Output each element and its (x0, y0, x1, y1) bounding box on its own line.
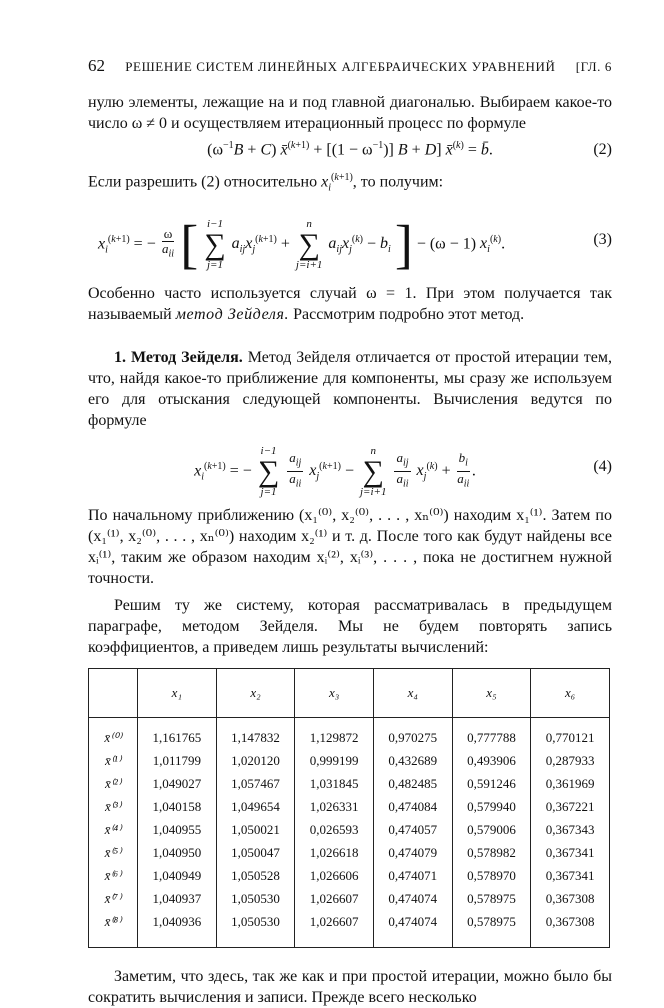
equation-3 (88, 205, 612, 275)
table-cell: 1,040937 (138, 888, 217, 911)
table-row (89, 888, 610, 911)
table-cell: 0,432689 (373, 750, 452, 773)
row-label: x̄⁽⁸⁾ (89, 911, 138, 948)
table-cell: 0,493906 (452, 750, 531, 773)
header-cell: x₂ (216, 668, 295, 717)
chapter-ref: [ГЛ. 6 (575, 59, 612, 74)
table-cell: 0,578982 (452, 842, 531, 865)
row-label: x̄⁽⁶⁾ (89, 865, 138, 888)
table-cell: 0,474074 (373, 888, 452, 911)
table-row (89, 865, 610, 888)
table-cell: 1,040955 (138, 819, 217, 842)
table-cell: 0,474084 (373, 796, 452, 819)
row-label: x̄⁽⁴⁾ (89, 819, 138, 842)
header-cell: x₆ (531, 668, 610, 717)
table-cell: 0,578975 (452, 911, 531, 948)
table-cell: 0,474079 (373, 842, 452, 865)
paragraph-3 (88, 283, 612, 325)
paragraph-2-text: Если разрешить (2) относительно (88, 173, 318, 191)
row-label: x̄⁽⁰⁾ (89, 717, 138, 750)
table-cell: 0,474071 (373, 865, 452, 888)
table-header-row (89, 668, 610, 717)
header-cell: x₄ (373, 668, 452, 717)
table-cell: 1,161765 (138, 717, 217, 750)
table-cell: 0,287933 (531, 750, 610, 773)
table-cell: 1,040936 (138, 911, 217, 948)
table-cell: 1,050530 (216, 888, 295, 911)
table-cell: 0,367221 (531, 796, 610, 819)
page-number: 62 (88, 56, 105, 75)
paragraph-1: нулю элементы, лежащие на и под главной диагональю. Выбираем какое-то число ω ≠ 0 и осуществляем итерационный процесс по формуле (88, 94, 612, 132)
book-page (88, 56, 612, 1008)
row-label: x̄⁽²⁾ (89, 773, 138, 796)
paragraph-6: Решим ту же систему, которая рассматривалась в предыдущем параграфе, методом Зейделя. Мы не будем повторять запись коэффициентов, а приведем лишь результаты вычислений: (88, 596, 612, 656)
table-cell: 1,050021 (216, 819, 295, 842)
emphasis-seidel-method: метод Зейделя. (175, 305, 290, 323)
table-cell: 1,026331 (295, 796, 374, 819)
table-cell: 0,578970 (452, 865, 531, 888)
table-cell: 1,040158 (138, 796, 217, 819)
table-row (89, 796, 610, 819)
paragraph-2: Если разрешить (2) относительно $x_i^{(k+1)}$, то получим: (88, 172, 444, 194)
row-label: x̄⁽⁷⁾ (89, 888, 138, 911)
table-cell: 0,361969 (531, 773, 610, 796)
table-row (89, 819, 610, 842)
table-cell: 1,049027 (138, 773, 217, 796)
header-cell: x₃ (295, 668, 374, 717)
table-cell: 0,770121 (531, 717, 610, 750)
table-cell: 1,040950 (138, 842, 217, 865)
header-cell (89, 668, 138, 717)
equation-4-number: (4) (593, 457, 612, 475)
table-cell: 1,020120 (216, 750, 295, 773)
table-cell: 1,147832 (216, 717, 295, 750)
table-cell: 1,050530 (216, 911, 295, 948)
table-cell: 0,367343 (531, 819, 610, 842)
table-cell: 1,129872 (295, 717, 374, 750)
header-cell: x₅ (452, 668, 531, 717)
table-cell: 0,970275 (373, 717, 452, 750)
table-cell: 0,474074 (373, 911, 452, 948)
equation-2-body: $(\omega^{-1}B + C)$ x̄$^{(k+1)}$ + $[(1 - \omega^{-1})]$ B + D] x̄$^{(k)}$ = b̄. (207, 140, 493, 159)
table-row (89, 911, 610, 948)
section-title: 1. Метод Зейделя. (114, 348, 243, 366)
table-row (89, 717, 610, 750)
table-cell: 0,777788 (452, 717, 531, 750)
equation-2-number: (2) (593, 140, 612, 158)
table-cell: 1,050047 (216, 842, 295, 865)
table-cell: 0,579940 (452, 796, 531, 819)
table-row (89, 842, 610, 865)
table-cell: 1,011799 (138, 750, 217, 773)
header-cell: x₁ (138, 668, 217, 717)
section-1-paragraph (88, 347, 612, 431)
table-cell: 0,367308 (531, 911, 610, 948)
table-cell: 0,367308 (531, 888, 610, 911)
table-cell: 1,049654 (216, 796, 295, 819)
equation-2 (88, 140, 612, 159)
paragraph-7: Заметим, что здесь, так же как и при простой итерации, можно было бы сократить вычисления и записи. Прежде всего несколько (88, 967, 612, 1006)
section-text: Метод Зейделя отличается от простой итерации тем, что, найдя какое-то приближение для компоненты, мы сразу же используем его для отыскания следующей компоненты. Вычисления ведутся по формуле (88, 348, 613, 429)
paragraph-5: По начальному приближению (x₁⁽⁰⁾, x₂⁽⁰⁾, . . . , xₙ⁽⁰⁾) находим x₁⁽¹⁾. Затем по (x₁⁽¹⁾, x₂⁽⁰⁾, . . . , xₙ⁽⁰⁾) находим x₂⁽¹⁾ и т. д. После того как будут найдены все xᵢ⁽¹⁾, таким же образом находим xᵢ⁽²⁾, xᵢ⁽³⁾, . . . , пока не достигнем нужной точности. (88, 506, 612, 587)
table-cell: 0,367341 (531, 842, 610, 865)
table-cell: 0,026593 (295, 819, 374, 842)
table-cell: 1,026618 (295, 842, 374, 865)
table-cell: 1,050528 (216, 865, 295, 888)
table-cell: 0,578975 (452, 888, 531, 911)
paragraph-3-start: Особенно часто используется случай ω = 1. При этом получается так называемый (88, 284, 612, 323)
equation-4 (88, 435, 612, 499)
equation-4-body: $x_i^{(k+1)}$ = − i−1 ∑ j=1 $\frac{a_{ij}}{a_{ii}}$ $x_j^{(k+1)}$ − n ∑ j=i+1 $\frac{a_{ij}}{a_{ii}}$ $x_j^{(k)}$ + $\frac{b_i}{a_{ii}}$ . (194, 444, 476, 498)
table-cell: 1,026607 (295, 911, 374, 948)
table-cell: 0,999199 (295, 750, 374, 773)
table-cell: 1,026606 (295, 865, 374, 888)
table-cell: 0,591246 (452, 773, 531, 796)
table-row (89, 750, 610, 773)
running-header (88, 56, 612, 76)
table-cell: 0,579006 (452, 819, 531, 842)
table-cell: 0,474057 (373, 819, 452, 842)
row-label: x̄⁽¹⁾ (89, 750, 138, 773)
table-row (89, 773, 610, 796)
table-cell: 0,367341 (531, 865, 610, 888)
table-cell: 0,482485 (373, 773, 452, 796)
equation-3-number: (3) (593, 230, 612, 248)
table-cell: 1,031845 (295, 773, 374, 796)
equation-3-body: $x_i^{(k+1)}$ = − $\frac{\omega}{a_{ii}}$ [ i−1 ∑ j=1 $a_{ij}x_j^{(k+1)}$ + n ∑ j=i+1 $a_{ij}x_j^{(k)} - b_i$ ] − (ω − 1) $x_i^{(k)}$. (98, 214, 506, 275)
table-cell: 1,057467 (216, 773, 295, 796)
results-table (88, 668, 610, 948)
table-cell: 1,040949 (138, 865, 217, 888)
row-label: x̄⁽³⁾ (89, 796, 138, 819)
running-title: РЕШЕНИЕ СИСТЕМ ЛИНЕЙНЫХ АЛГЕБРАИЧЕСКИХ УРАВНЕНИЙ (125, 59, 556, 74)
paragraph-2-end: , то получим: (352, 173, 444, 191)
paragraph-3-end: Рассмотрим подробно этот метод. (293, 305, 525, 323)
row-label: x̄⁽⁵⁾ (89, 842, 138, 865)
table-cell: 1,026607 (295, 888, 374, 911)
